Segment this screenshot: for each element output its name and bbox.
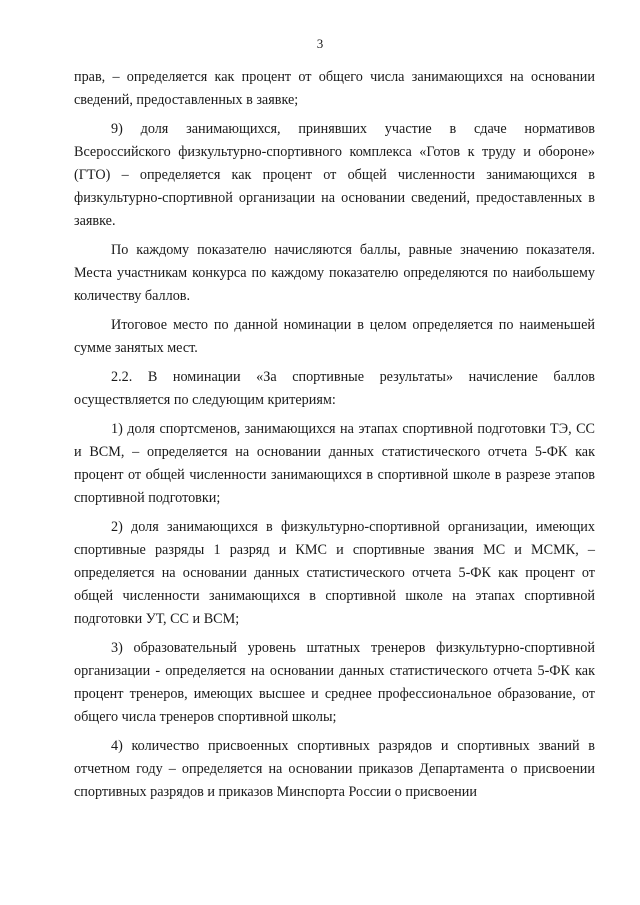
paragraph-section-2-2: 2.2. В номинации «За спортивные результаты» начисление баллов осуществляется по следующим критериям: xyxy=(74,369,595,408)
paragraph-item-9: 9) доля занимающихся, принявших участие в сдаче нормативов Всероссийского физкультурно-спортивного комплекса «Готов к труду и обороне» (ГТО) – определяется как процент от общей численности занимающихся в физкультурно-спортивной организации на основании сведений, предоставленных в заявке. xyxy=(74,121,595,229)
paragraph-continuation: прав, – определяется как процент от общего числа занимающихся на основании сведений, предоставленных в заявке; xyxy=(74,69,595,108)
page-number: 3 xyxy=(316,36,324,51)
paragraph-final-place: Итоговое место по данной номинации в целом определяется по наименьшей сумме занятых мест. xyxy=(74,317,595,356)
document-body xyxy=(74,66,595,804)
paragraph-criterion-3: 3) образовательный уровень штатных тренеров физкультурно-спортивной организации - определяется на основании данных статистического отчета 5-ФК как процент тренеров, имеющих высшее и среднее профессиональное образование, от общего числа тренеров спортивной школы; xyxy=(74,640,595,725)
paragraph-criterion-1: 1) доля спортсменов, занимающихся на этапах спортивной подготовки ТЭ, СС и ВСМ, – определяется на основании данных статистического отчета 5-ФК как процент от общей численности занимающихся в спортивной школе в разрезе этапов спортивной подготовки; xyxy=(74,421,595,506)
paragraph-criterion-4: 4) количество присвоенных спортивных разрядов и спортивных званий в отчетном году – определяется на основании приказов Департамента о присвоении спортивных разрядов и приказов Минспорта России о присвоении xyxy=(74,738,595,800)
paragraph-scoring: По каждому показателю начисляются баллы, равные значению показателя. Места участникам конкурса по каждому показателю определяются по наибольшему количеству баллов. xyxy=(74,242,595,304)
paragraph-criterion-2: 2) доля занимающихся в физкультурно-спортивной организации, имеющих спортивные разряды 1 разряд и КМС и спортивные звания МС и МСМК, – определяется на основании данных статистического отчета 5-ФК как процент от общей численности занимающихся в спортивной школе на этапах спортивной подготовки УТ, СС и ВСМ; xyxy=(74,519,595,627)
